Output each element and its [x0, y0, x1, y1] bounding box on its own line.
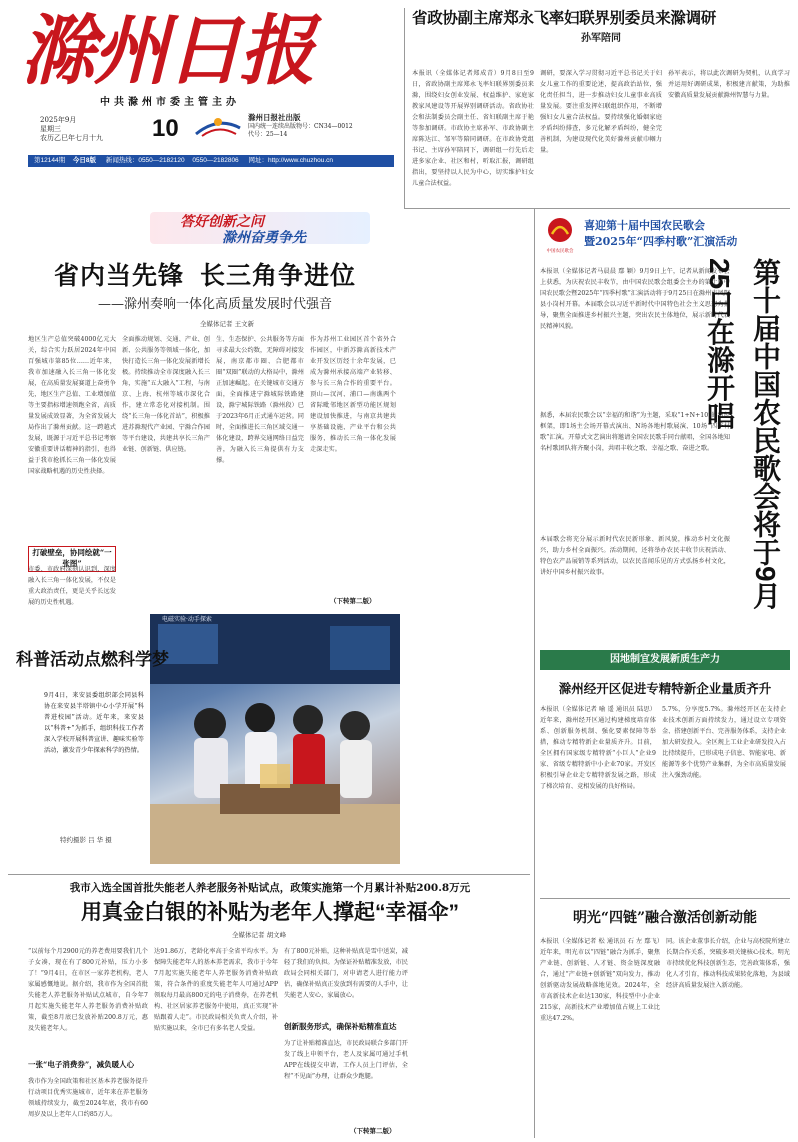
lead-col3: 生、生态保护、公共服务等方面寻求最大公约数，无障碍对接发展，南京都市圈、合肥都市圈“双圈”联动的大格局中，滁州正加速崛起。在关键城市交通方面，全面推进宁滁城际铁路建设，滁宁城际铁路（滁州段）已于2023年6月正式通车运营。同时，全面推进长三角区域交通一体化建设，跨界交通网络日益完善，为融入长三角提供有力支撑。: [216, 336, 304, 464]
mingguang-headline: 明光“四链”融合激活创新动能: [572, 910, 758, 926]
folk-kicker-line1: 喜迎第十届中国农民歌会: [584, 219, 705, 232]
masthead-publisher: 滁州日报社出版: [248, 113, 301, 122]
folk-song-logo-icon: [544, 216, 576, 246]
masthead-emblem: [192, 112, 244, 140]
econ-col1: 本报讯（全媒体记者 喻 遥 通讯员 陆思）近年来，滁州经开区通过构建梯度培育体系、创新服务机制、强化要素保障等举措，推动专精特新企业量质齐升。目前，全区拥有国家级专精特新“小巨人”企业9家、省级专精特新中小企业70家。开发区积极引导企业走专精特新发展之路，形成了梯次培育、竞相发展的良好格局。: [540, 706, 656, 790]
photo-sign: 电磁实验·动手探索: [162, 616, 212, 623]
folk-col3: 本届歌会将充分展示新时代农民新形象、新风貌，推动乡村文化振兴，助力乡村全面振兴。活动期间，还将举办农民丰收节庆祝活动、特色农产品展销等系列活动，以农民喜闻乐见的方式弘扬乡村文化，讲好中国乡村振兴故事。: [540, 536, 730, 576]
masthead-lunar: 农历乙巳年七月十九: [40, 134, 103, 142]
bottom-col3: 有了800元补贴，这种补贴真是雪中送炭，减轻了我们的负担。为保证补贴精准发放，市民政局会同相关部门，对申请老人进行能力评估，确保补贴真正发放到有需要的人手中，让失能老人安心，家属放心。: [284, 948, 408, 999]
bottom-byline: 全媒体记者 胡文峰: [232, 931, 287, 939]
top-article-col1: 本报讯（全媒体记者郑成青）9月8日至9日，省政协副主席郑永飞率妇联界别委员来滁，围绕妇女创业发展、权益维护、家庭家教家风建设等开展界别调研活动。省政协社会和法制委员会副主任、省妇联副主席于艳等参加调研。市政协主席孙军、市政协副主席陈达江、邹军等陪同调研。在市政协党组书记、主席孙军陪同下，调研组一行先后走进多家企业、社区和村，听取汇报，调研组指出，要坚持以人民为中心，切实维护妇女儿童合法权益。: [412, 70, 534, 187]
bottom-kicker: 我市入选全国首批失能老人养老服务补贴试点，政策实施第一个月累计补贴200.8万元: [69, 882, 471, 894]
masthead-code: 代号：25—14: [248, 131, 288, 138]
info-bar: [28, 155, 394, 167]
bottom-col1: “以前每个月2900元的养老费用要我们几个子女凑，现在有了800元补贴，压力小多了！”9月4日，在市区一家养老机构，老人家属感慨地说。据介绍，我市作为全国首批失能老人养老服务补贴试点城市，自今年7月起实施失能老年人养老服务消费补贴政策，截至8月底已发放补贴200.8万元，惠及失能老年人。: [28, 948, 148, 1032]
top-article-byline: 孙军陪同: [581, 33, 621, 45]
masthead-weekday: 星期三: [40, 125, 61, 133]
issue-number: 第12144期: [34, 157, 66, 164]
lead-col2: 全面推动规划、交通、产业、创新、公共服务等领域一体化，加快打造长三角一体化发展新增长极。持续推动全市深度融入长三角，实施“五大融入”工程，与南京、上海、杭州等城市深化合作，建立常态化对接机制。围绕“长三角一体化首站”，积极推进苏滁现代产业园、宁滁合作园等平台建设，共建共享长三角产业链、创新链、供应链。: [122, 336, 210, 453]
science-headline: 科普活动点燃科学梦: [16, 650, 169, 669]
econ-headline: 滁州经开区促进专精特新企业量质齐升: [558, 681, 772, 696]
top-article: [412, 8, 790, 204]
banner-line1: 答好创新之问: [180, 214, 264, 230]
news-phone: 新闻热线：0550—2182120: [105, 157, 185, 164]
masthead: [0, 0, 400, 150]
folk-kicker-line2: 暨2025年“四季村歌”汇演活动: [584, 234, 738, 248]
bottom-subhead2: 创新服务形式，确保补贴精准直达: [284, 1022, 397, 1031]
lead-more: （下转第二版）: [330, 597, 376, 605]
lead-col1b: 市委、市政府深刻认识到，深度融入长三角一体化发展，不仅是重大政治责任，更是关乎长远发展的历史性机遇。: [28, 566, 116, 606]
top-article-col2: 调研，要深入学习贯彻习近平总书记关于妇女儿童工作的重要论述，提高政治站位，强化责任担当，进一步推动妇女儿童事业高质量发展。要注重发挥妇联组织作用，不断增强妇女儿童合法权益。要持续强化婚姻家庭矛盾纠纷排查，多元化解矛盾纠纷，健全完善机制，为建设现代化美好滁州贡献巾帼力量。: [540, 70, 662, 154]
masthead-publisher-block: [248, 114, 398, 140]
folk-badge-label: 中国农民歌会: [546, 249, 574, 255]
folk-col2: 据悉，本届农民歌会以“幸福的和谐”为主题，采取“1+N+10”的组织框架，即1场主会场开幕式演出、N场各地村歌展演、10场“四季村歌”汇演。开幕式文艺演出将邀请全国农民歌手同台献唱，全国各地知名村歌团队将齐聚小岗，共唱丰收之歌、幸福之歌、奋进之歌。: [540, 412, 730, 452]
bottom-col3b: 为了让补贴精准直达，市民政局联合多部门开发了线上申领平台，老人及家属可通过手机APP在线提交申请，工作人员上门评估，全程“不见面”办理，让群众少跑腿。: [284, 1040, 408, 1080]
bottom-headline: 用真金白银的补贴为老年人撑起“幸福伞”: [81, 901, 459, 924]
classroom-scene-icon: [150, 614, 400, 864]
lead-subhead1-text: 打破壁垒，协同绘就“一张图”: [32, 548, 112, 568]
section-banner: [540, 650, 790, 670]
masthead-day: 10: [152, 115, 179, 142]
lead-byline: 全媒体记者 王文新: [200, 320, 255, 328]
masthead-title: 滁州日报: [20, 6, 312, 95]
science-caption: 9月4日，来安县委组织部会同县科协在来安县半塔镇中心小学开展“科普进校园”活动。近年来，来安县以“科普+”为抓手，组织科技工作者深入学校开展科普宣讲、趣味实验等活动，激发青少年探索科学的热情。: [44, 692, 144, 754]
folk-kicker: [584, 218, 790, 250]
section-banner-text: 因地制宜发展新质生产力: [610, 654, 720, 665]
banner-line2: 滁州奋勇争先: [222, 230, 306, 246]
lead-col4: 作为苏州工业园区首个省外合作园区，中新苏滁高新技术产业开发区历经十余年发展，已成为滁州承接高端产业转移、参与长三角合作的重要平台。顶山—汊河、浦口—南谯两个省际毗邻地区新型功能区规划建设加快推进，与南京共建共享基础设施、产业平台和公共服务，推动长三角一体化发展走深走实。: [310, 336, 396, 453]
bottom-more: （下转第二版）: [350, 1127, 396, 1135]
emblem-logo-icon: [192, 112, 244, 140]
bottom-col1b: 我市作为全国政策和社区基本养老服务提升行动项目优秀实施城市，近年来在养老服务领域持续发力，截至2024年底，我市有60周岁及以上老年人口约85万人。: [28, 1078, 148, 1118]
econ-col2: 5.7%，分享度5.7%。滁州经开区在支持企业技术创新方面持续发力，通过设立专项资金、搭建创新平台、完善服务体系，支持企业加大研发投入。全区规上工业企业研发投入占比持续提升，已形成电子信息、智能家电、新能源等多个优势产业集群，为全市高质量发展注入强劲动能。: [662, 706, 786, 779]
folk-badge: [540, 216, 580, 264]
bottom-col2: 达91.86万，老龄化率高于全省平均水平。为保障失能老年人的基本养老需求，我市于今年7月起实施失能老年人养老服务消费补贴政策，符合条件的重度失能老年人可通过APP领取每月最高800元的电子消费券，在养老机构、社区居家养老服务中使用，真正实现“补贴跟着人走”。市民政局相关负责人介绍，补贴实施以来，全市已有多名老人受益。: [154, 948, 278, 1032]
masthead-cn: 国内统一连续出版物号：CN34—0012: [248, 122, 353, 130]
lead-subhead: ——滁州奏响一体化高质量发展时代强音: [97, 297, 332, 312]
banner: [150, 208, 370, 248]
science-photo: [150, 614, 400, 864]
folk-col1: 本报讯（全媒体记者马晨晨 鄢 颖）9月9日上午，记者从新闻发布会上获悉，为庆祝农民丰收节，由中国农民歌会组委会主办的第十届中国农民歌会暨2025年“四季村歌”汇演活动将于9月25日在滁州市凤阳县小岗村开幕。本届歌会以习近平新时代中国特色社会主义思想为指导，聚焦全面推进乡村振兴主题，突出农民主体地位，展示新时代农民精神风貌。: [540, 268, 730, 330]
bottom-subhead1: 一张“电子消费券”，减负暖人心: [28, 1060, 135, 1069]
top-article-headline: 省政协副主席郑永飞率妇联界别委员来滁调研: [412, 10, 717, 27]
website[interactable]: 网址：http://www.chuzhou.cn: [248, 157, 334, 164]
masthead-subtitle: 中共滁州市委主管主办: [100, 97, 240, 108]
top-article-col3: 孙军表示，将以此次调研为契机，认真学习并运用好调研成果，积极建言献策，为助推安徽高质量发展贡献滁州智慧与力量。: [668, 70, 790, 99]
folk-vertical-headline: 第十届中国农民歌会将于9月25日在滁开唱: [704, 258, 781, 610]
ad-phone: 0550—2182806: [192, 157, 239, 164]
science-credit: 特约摄影 吕 华 摄: [60, 836, 112, 844]
masthead-date-block: [40, 116, 150, 143]
mingguang-col1: 本报讯（全媒体记者 松 通讯员 石 左 鄢飞）近年来，明光市以“四链”融合为抓手，聚焦产业链、创新链、人才链、资金链深度融合，通过“产业链+创新链”双向发力，推动创新驱动发展战略落地见效。2024年，全市高新技术企业达130家，科技型中小企业215家，高新技术产业增加值占规上工业比重达47.2%。: [540, 938, 660, 1022]
mingguang-col2: 同。该企业董事长介绍，企业与高校院所建立长期合作关系，突破多项关键核心技术。明光市持续优化科技创新生态，完善政策体系，强化人才引育，推动科技成果转化落地，为县域经济高质量发展注入新动能。: [666, 938, 790, 989]
lead-col1: 地区生产总值突破4000亿元大关，综合实力跃居2024年中国百强城市第85位……近年来，我市加速融入长三角一体化发展，在高质量发展赛道上奋勇争先，地区生产总值、工业增加值等主要指标增速领跑全省，高质量发展成效显著，为全省发展大局作出了滁州贡献。这一跨越式发展，既源于习近平总书记考察安徽重要讲话精神的指引，也得益于我市抢抓长三角一体化发展国家战略机遇的历史性抉择。: [28, 336, 116, 475]
lead-headline: 省内当先锋 长三角争进位: [54, 262, 356, 290]
page-count: 今日8版: [72, 157, 97, 164]
masthead-date: 2025年9月: [40, 116, 77, 124]
